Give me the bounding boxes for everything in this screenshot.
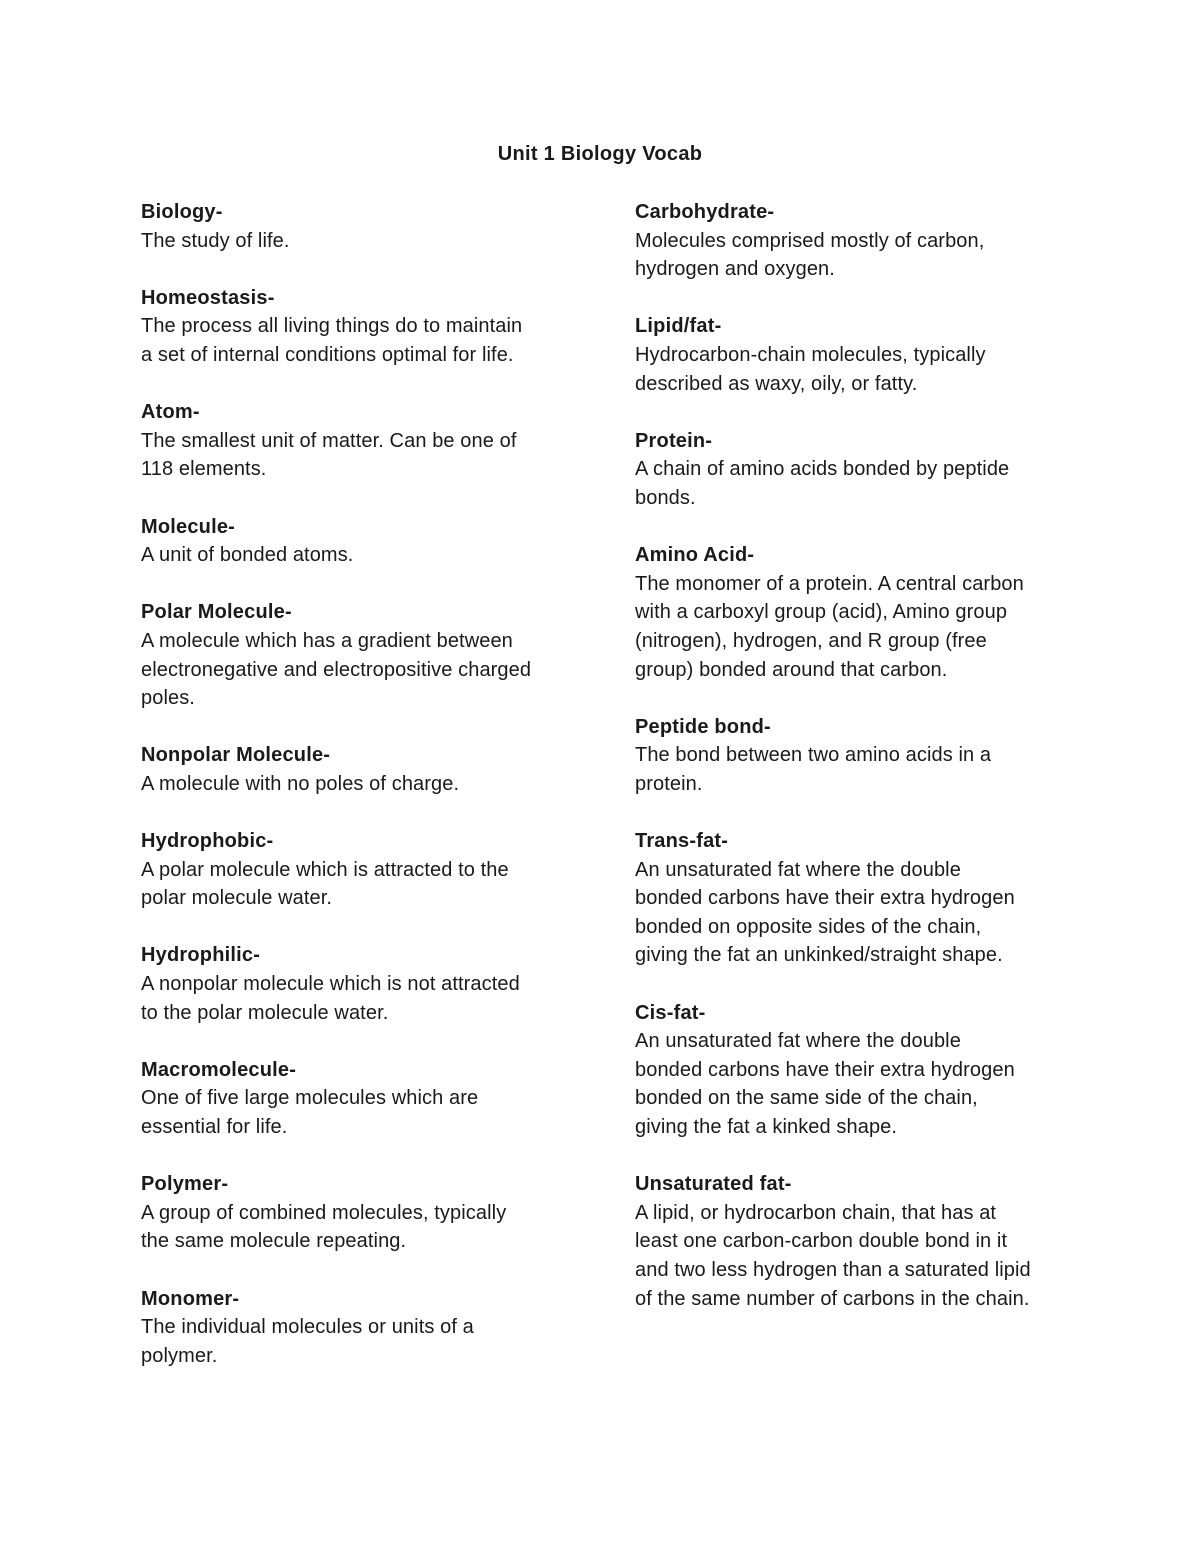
vocab-definition: The study of life. bbox=[141, 229, 290, 252]
vocab-entry bbox=[141, 941, 581, 1027]
vocab-term: Carbohydrate- bbox=[635, 201, 775, 223]
vocab-definition: A chain of amino acids bonded by peptide bonds. bbox=[635, 458, 1010, 509]
vocab-entry bbox=[141, 1056, 581, 1142]
vocab-definition: The monomer of a protein. A central carbon with a carboxyl group (acid), Amino group (nitrogen), hydrogen, and R group (free group) bonded around that carbon. bbox=[635, 572, 1024, 681]
vocab-term: Hydrophobic- bbox=[141, 830, 274, 853]
vocab-definition: A nonpolar molecule which is not attracted to the polar molecule water. bbox=[141, 973, 520, 1024]
vocab-definition: Molecules comprised mostly of carbon, hydrogen and oxygen. bbox=[635, 229, 985, 281]
vocab-term: Macromolecule- bbox=[141, 1058, 297, 1081]
vocab-entry bbox=[635, 198, 1075, 284]
vocab-definition: The smallest unit of matter. Can be one of 118 elements. bbox=[141, 429, 517, 481]
vocab-entry bbox=[141, 513, 581, 570]
vocab-term: Amino Acid- bbox=[635, 544, 755, 567]
vocab-definition: A unit of bonded atoms. bbox=[141, 544, 354, 567]
vocab-entry bbox=[141, 598, 581, 712]
vocab-definition: A molecule which has a gradient between electronegative and electropositive charged poles. bbox=[141, 629, 532, 710]
vocab-definition: The individual molecules or units of a polymer. bbox=[141, 1316, 474, 1367]
vocab-entry bbox=[635, 1170, 1075, 1313]
vocab-definition: A group of combined molecules, typically the same molecule repeating. bbox=[141, 1201, 507, 1253]
vocab-definition: A lipid, or hydrocarbon chain, that has at least one carbon-carbon double bond in it and two less hydrogen than a saturated lipid of the same number of carbons in the chain. bbox=[635, 1201, 1031, 1310]
vocab-entry bbox=[141, 398, 581, 484]
vocab-definition: Hydrocarbon-chain molecules, typically described as waxy, oily, or fatty. bbox=[635, 343, 986, 395]
vocab-definition: The bond between two amino acids in a protein. bbox=[635, 744, 992, 795]
right-column bbox=[635, 198, 1075, 1342]
vocab-entry bbox=[141, 827, 581, 913]
vocab-term: Hydrophilic- bbox=[141, 944, 261, 967]
vocab-definition: A polar molecule which is attracted to the polar molecule water. bbox=[141, 858, 509, 910]
vocab-term: Protein- bbox=[635, 429, 713, 452]
vocab-definition: The process all living things do to maintain a set of internal conditions optimal for life. bbox=[141, 315, 523, 366]
left-column bbox=[141, 198, 581, 1399]
vocab-term: Homeostasis- bbox=[141, 286, 275, 309]
vocab-entry bbox=[635, 999, 1075, 1142]
vocab-term: Peptide bond- bbox=[635, 715, 771, 738]
vocab-term: Lipid/fat- bbox=[635, 315, 722, 338]
vocab-definition: One of five large molecules which are essential for life. bbox=[141, 1087, 479, 1138]
vocab-entry bbox=[635, 541, 1075, 684]
vocab-term: Molecule- bbox=[141, 515, 236, 538]
vocab-entry bbox=[141, 741, 581, 798]
vocab-definition: An unsaturated fat where the double bonded carbons have their extra hydrogen bonded on opposite sides of the chain, giving the fat an unkinked/straight shape. bbox=[635, 858, 1015, 967]
vocab-entry bbox=[141, 1285, 581, 1371]
vocab-term: Atom- bbox=[141, 401, 200, 424]
vocab-entry bbox=[635, 427, 1075, 513]
vocab-entry bbox=[635, 312, 1075, 398]
vocab-entry bbox=[635, 713, 1075, 799]
vocab-definition: An unsaturated fat where the double bonded carbons have their extra hydrogen bonded on the same side of the chain, giving the fat a kinked shape. bbox=[635, 1030, 1015, 1138]
vocab-definition: A molecule with no poles of charge. bbox=[141, 772, 460, 795]
vocab-term: Nonpolar Molecule- bbox=[141, 744, 331, 767]
vocab-term: Unsaturated fat- bbox=[635, 1173, 792, 1196]
vocab-term: Cis-fat- bbox=[635, 1001, 706, 1024]
vocab-entry bbox=[141, 284, 581, 370]
page-title: Unit 1 Biology Vocab bbox=[497, 143, 703, 165]
vocab-term: Biology- bbox=[141, 201, 223, 223]
vocab-entry bbox=[635, 827, 1075, 970]
vocab-entry bbox=[141, 1170, 581, 1256]
vocab-entry bbox=[141, 198, 581, 255]
vocab-term: Polymer- bbox=[141, 1173, 229, 1196]
vocab-term: Polar Molecule- bbox=[141, 601, 292, 624]
vocab-term: Trans-fat- bbox=[635, 830, 729, 853]
vocab-term: Monomer- bbox=[141, 1287, 240, 1310]
